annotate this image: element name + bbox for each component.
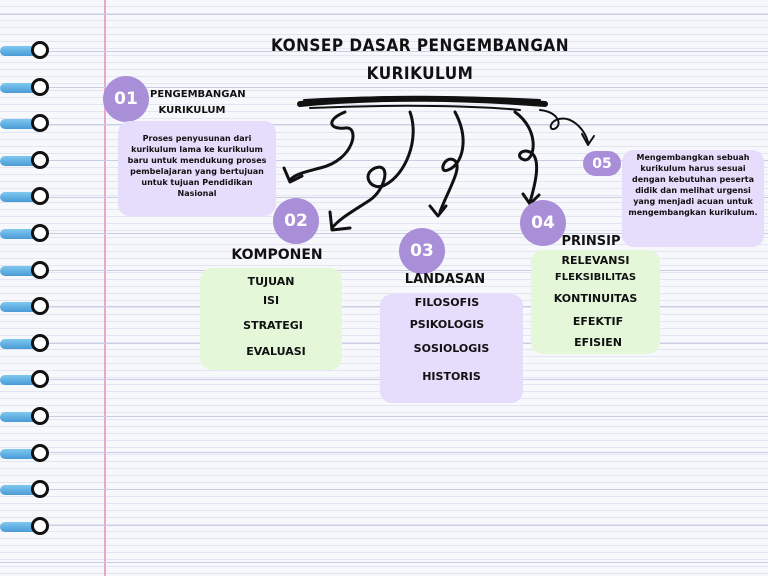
node-02-item: ISI xyxy=(262,294,280,307)
node-03-item: SOSIOLOGIS xyxy=(413,342,490,355)
node-03-item: FILOSOFIS xyxy=(414,296,480,309)
arrow-to-03 xyxy=(440,112,463,212)
node-01-circle: 01 xyxy=(103,76,149,122)
arrow-head xyxy=(430,206,446,216)
node-01-heading xyxy=(150,87,246,119)
node-02-item: STRATEGI xyxy=(243,319,303,332)
node-01-description: Proses penyusunan dari kurikulum lama ke kurikulum baru untuk mendukung proses pembelajaran yang bertujuan untuk tujuan Pendidikan Nasional xyxy=(127,134,267,198)
node-04-item: KONTINUITAS xyxy=(553,292,638,305)
node-03-heading: LANDASAN xyxy=(404,272,486,287)
node-04-box xyxy=(531,250,660,354)
node-04-item: EFISIEN xyxy=(574,336,622,349)
diagram-title-line1: KONSEP DASAR PENGEMBANGAN xyxy=(270,36,570,56)
node-02-heading: KOMPONEN xyxy=(231,247,323,263)
node-03-item: HISTORIS xyxy=(422,370,481,383)
brush-stroke xyxy=(310,106,520,110)
node-04-item: FLEKSIBILITAS xyxy=(554,272,637,283)
node-01-heading-line1: PENGEMBANGAN xyxy=(150,89,246,100)
node-05-description-box xyxy=(622,150,764,247)
node-04-item: RELEVANSI xyxy=(561,254,630,267)
node-02-item: EVALUASI xyxy=(246,345,306,358)
node-01-description-box xyxy=(118,121,276,216)
node-04-heading: PRINSIP xyxy=(561,234,621,249)
arrow-to-05 xyxy=(540,110,588,142)
diagram-title-line2: KURIKULUM xyxy=(366,64,474,84)
node-02-circle: 02 xyxy=(273,198,319,244)
node-03-box xyxy=(380,294,523,403)
node-03-circle: 03 xyxy=(399,228,445,274)
node-02-box xyxy=(200,268,342,370)
node-02-item: TUJUAN xyxy=(247,275,295,288)
node-05-description: Mengembangkan sebuah kurikulum harus sesuai dengan kebutuhan peserta didik dan melihat urgensi yang menjadi acuan untuk mengembangkan kurikulum. xyxy=(628,153,758,217)
arrow-to-04 xyxy=(515,112,537,202)
node-04-item: EFEKTIF xyxy=(572,315,624,328)
node-03-item: PSIKOLOGIS xyxy=(409,318,485,331)
node-04-circle: 04 xyxy=(520,200,566,246)
arrow-to-01 xyxy=(290,112,353,180)
node-01-heading-line2: KURIKULUM xyxy=(158,105,226,116)
node-05-circle: 05 xyxy=(583,151,621,176)
